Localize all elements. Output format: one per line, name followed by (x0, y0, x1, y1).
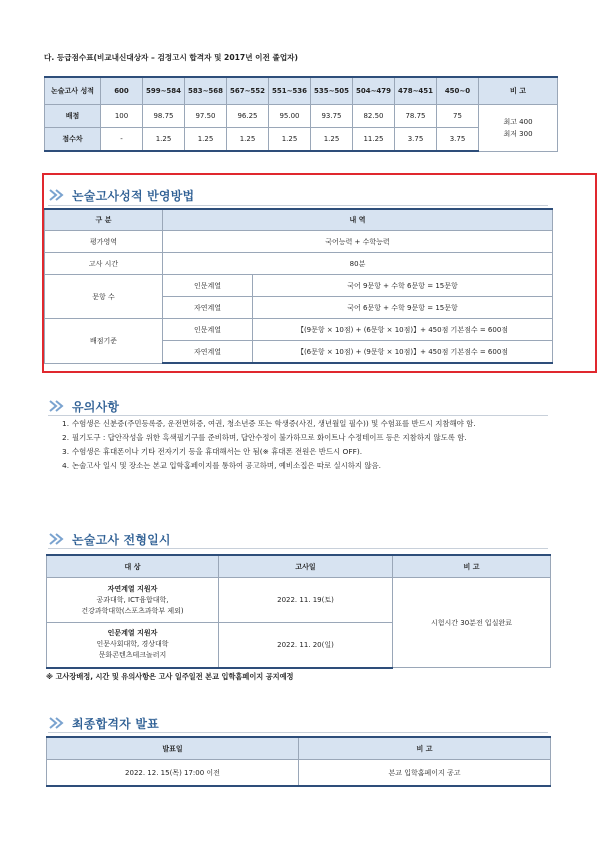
section-divider (48, 205, 548, 206)
list-item (62, 431, 562, 445)
table-cell: 98.75 (143, 105, 185, 128)
table-cell: 국어 9문항 + 수학 6문항 = 15문항 (253, 275, 553, 297)
table-cell: 75 (437, 105, 479, 128)
header-cell: 논술고사 성적 (45, 77, 101, 105)
double-chevron-icon (48, 188, 66, 202)
table-cell: 100 (101, 105, 143, 128)
section-divider (48, 548, 548, 549)
table-row (47, 760, 551, 787)
header-cell: 504~479 (353, 77, 395, 105)
header-cell: 535~505 (311, 77, 353, 105)
essay-section-heading (48, 185, 194, 205)
remark-min: 최저 300 (503, 129, 533, 138)
note-number: 1. (62, 419, 70, 428)
group-title: 인문계열 지원자 (107, 629, 158, 638)
header-cell: 478~451 (395, 77, 437, 105)
table-cell: 93.75 (311, 105, 353, 128)
header-cell: 구 분 (45, 209, 163, 231)
header-cell: 내 역 (163, 209, 553, 231)
header-cell: 비 고 (479, 77, 558, 105)
table-row (47, 578, 551, 623)
table-cell: 【(6문항 × 10점) + (9문항 × 10점)】+ 450점 기본점수 = 600점 (253, 341, 553, 364)
row-label: 배점기준 (45, 319, 163, 364)
note-number: 3. (62, 447, 70, 456)
sub-label: 인문계열 (163, 319, 253, 341)
double-chevron-icon (48, 716, 66, 730)
table-cell: 11.25 (353, 128, 395, 152)
schedule-section-heading (48, 529, 171, 549)
table-cell: 1.25 (143, 128, 185, 152)
target-cell (47, 578, 219, 623)
note-number: 4. (62, 461, 70, 470)
table-header-row (47, 555, 551, 578)
group-title: 자연계열 지원자 (107, 584, 158, 593)
section-divider (48, 415, 548, 416)
list-item (62, 445, 562, 459)
table-cell: - (101, 128, 143, 152)
grade-section-title: 다. 등급점수표(비교내신대상자 – 검정고시 합격자 및 2017년 이전 졸업자) (44, 53, 298, 62)
list-item (62, 417, 562, 431)
double-chevron-icon (48, 532, 66, 546)
essay-method-table (44, 208, 553, 364)
sub-label: 인문계열 (163, 275, 253, 297)
group-line: 인문사회대학, 경상대학 (96, 640, 169, 649)
note-text: 수험생은 신분증(주민등록증, 운전면허증, 여권, 청소년증 또는 학생증(사진, 생년월일 필수)) 및 수험표를 반드시 지참해야 함. (72, 419, 476, 428)
date-cell: 2022. 11. 19(토) (219, 578, 393, 623)
table-cell: 1.25 (185, 128, 227, 152)
group-line: 문화콘텐츠테크놀러지 (98, 651, 167, 660)
header-cell: 발표일 (47, 737, 299, 760)
table-cell: 3.75 (437, 128, 479, 152)
table-cell: 80분 (163, 253, 553, 275)
section-title: 최종합격자 발표 (72, 716, 159, 731)
table-header-row (45, 77, 558, 105)
target-cell (47, 623, 219, 668)
header-cell: 비 고 (299, 737, 551, 760)
table-row (45, 275, 553, 297)
table-cell: 【(9문항 × 10점) + (6문항 × 10점)】+ 450점 기본점수 = 600점 (253, 319, 553, 341)
note-text: 논술고사 일시 및 장소는 본교 입학홈페이지를 통하여 공고하며, 예비소집은 따로 실시하지 않음. (72, 461, 381, 470)
notes-section-heading (48, 396, 119, 416)
note-text: 필기도구 : 답안작성을 위한 흑색필기구를 준비하며, 답안수정이 불가하므로 화이트나 수정테이프 등은 지참하지 않도록 함. (72, 433, 467, 442)
list-item (62, 459, 562, 473)
table-header-row (47, 737, 551, 760)
row-label: 평가영역 (45, 231, 163, 253)
table-cell: 82.50 (353, 105, 395, 128)
note-number: 2. (62, 433, 70, 442)
remark-max: 최고 400 (503, 117, 533, 126)
remark-cell (479, 105, 558, 152)
table-cell: 97.50 (185, 105, 227, 128)
table-row (45, 319, 553, 341)
table-row (45, 231, 553, 253)
schedule-footnote: ※ 고사장배정, 시간 및 유의사항은 고사 일주일전 본교 입학홈페이지 공지예정 (46, 672, 294, 681)
table-cell: 1.25 (269, 128, 311, 152)
section-title: 유의사항 (72, 399, 120, 414)
remark-cell: 본교 입학홈페이지 공고 (299, 760, 551, 787)
group-line: 건강과학대학(스포츠과학부 제외) (81, 606, 184, 615)
double-chevron-icon (48, 399, 66, 413)
row-label: 문항 수 (45, 275, 163, 319)
header-cell: 600 (101, 77, 143, 105)
table-header-row (45, 209, 553, 231)
grade-score-table (44, 76, 558, 152)
header-cell: 599~584 (143, 77, 185, 105)
row-label: 배점 (45, 105, 101, 128)
row-label: 고사 시간 (45, 253, 163, 275)
table-cell: 국어 6문항 + 수학 9문항 = 15문항 (253, 297, 553, 319)
table-cell: 1.25 (311, 128, 353, 152)
sub-label: 자연계열 (163, 297, 253, 319)
header-cell: 583~568 (185, 77, 227, 105)
note-text: 수험생은 휴대폰이나 기타 전자기기 등을 휴대해서는 안 됨(※ 휴대폰 전원은 반드시 OFF). (72, 447, 363, 456)
schedule-table (46, 554, 551, 669)
header-cell: 567~552 (227, 77, 269, 105)
table-cell: 국어능력 + 수학능력 (163, 231, 553, 253)
section-title: 논술고사성적 반영방법 (72, 188, 195, 203)
header-cell: 450~0 (437, 77, 479, 105)
sub-label: 자연계열 (163, 341, 253, 364)
header-cell: 고사일 (219, 555, 393, 578)
date-cell: 2022. 11. 20(일) (219, 623, 393, 668)
date-cell: 2022. 12. 15(목) 17:00 이전 (47, 760, 299, 787)
table-row (45, 105, 558, 128)
table-cell: 96.25 (227, 105, 269, 128)
remark-cell: 시험시간 30분전 입실완료 (393, 578, 551, 668)
table-row (45, 253, 553, 275)
row-label: 점수차 (45, 128, 101, 152)
header-cell: 비 고 (393, 555, 551, 578)
group-line: 공과대학, ICT융합대학, (96, 595, 169, 604)
section-divider (48, 732, 548, 733)
table-cell: 78.75 (395, 105, 437, 128)
header-cell: 대 상 (47, 555, 219, 578)
table-cell: 3.75 (395, 128, 437, 152)
table-cell: 95.00 (269, 105, 311, 128)
notes-list (62, 417, 562, 473)
final-section-heading (48, 713, 159, 733)
header-cell: 551~536 (269, 77, 311, 105)
section-title: 논술고사 전형일시 (72, 532, 171, 547)
final-announcement-table (46, 736, 551, 787)
table-cell: 1.25 (227, 128, 269, 152)
